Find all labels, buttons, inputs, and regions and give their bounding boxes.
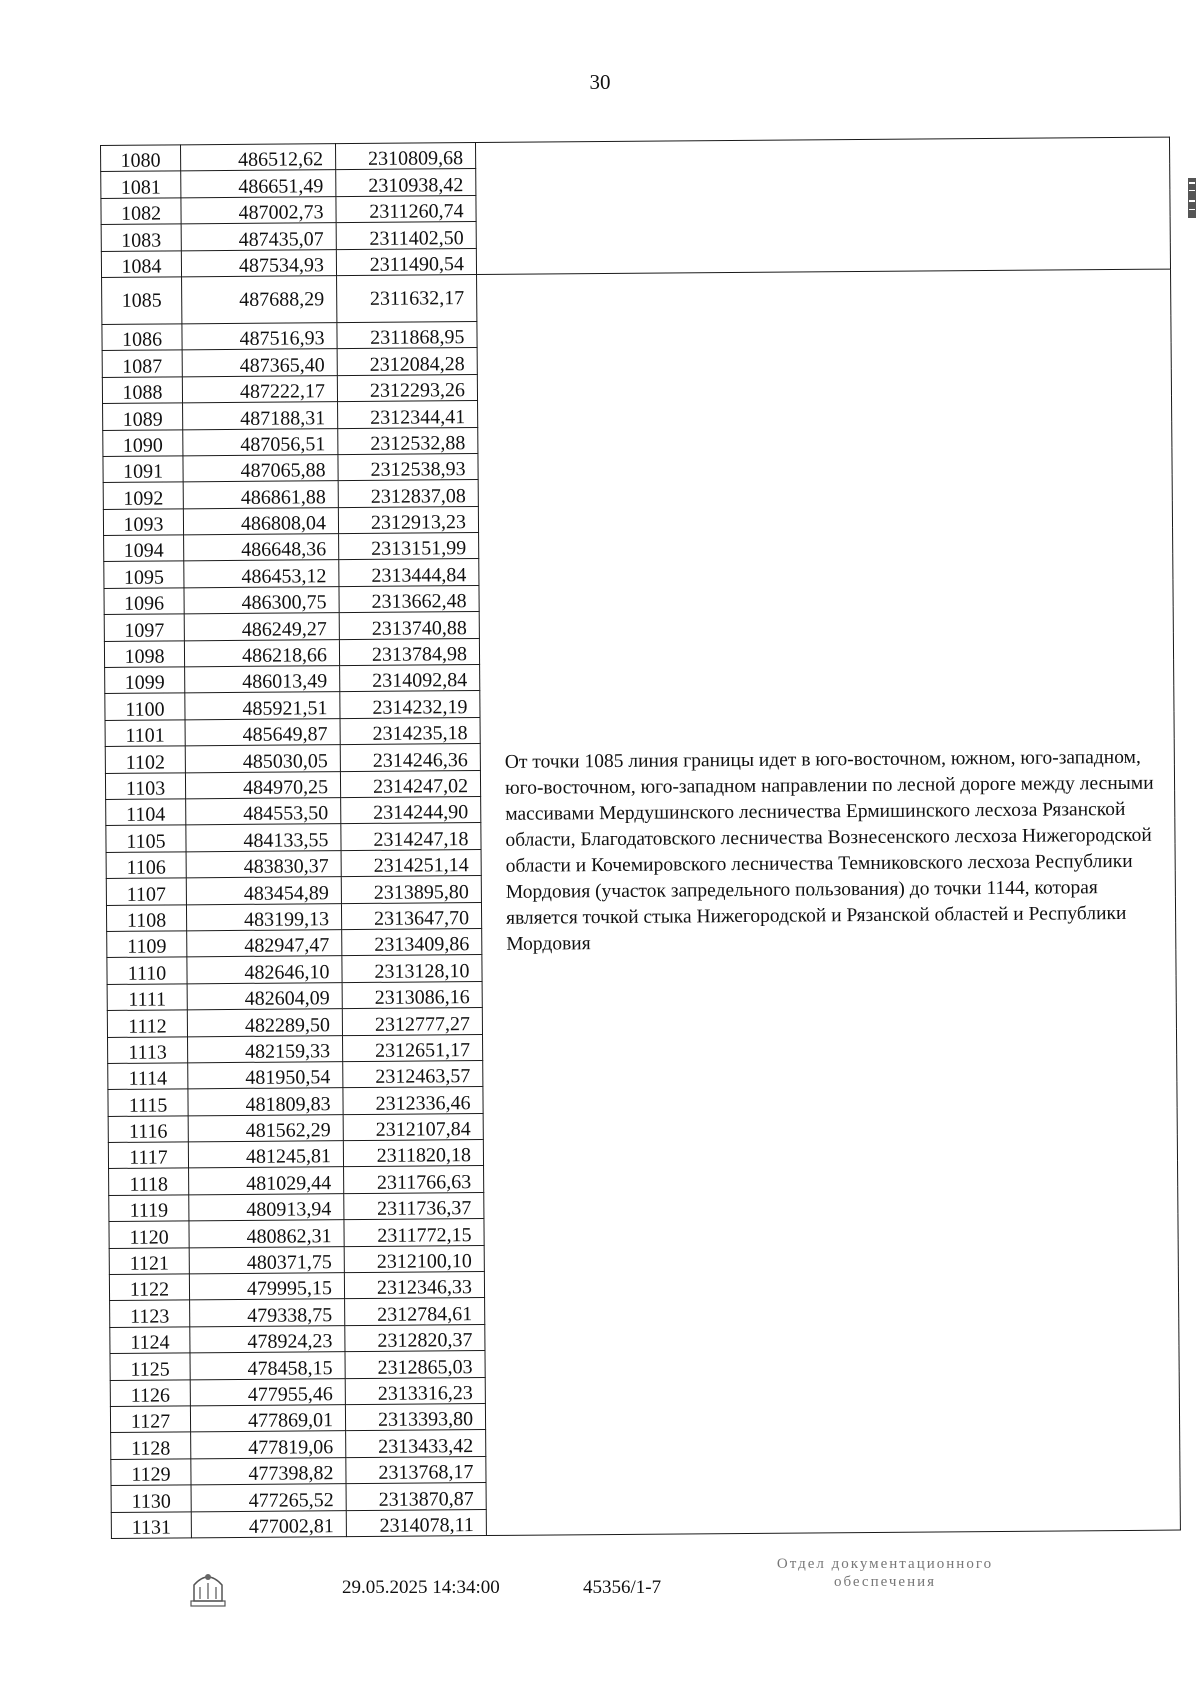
point-number-cell: 1121 [109, 1247, 189, 1274]
x-coordinate-cell: 478924,23 [190, 1325, 345, 1353]
point-number-cell: 1102 [105, 746, 185, 773]
emblem-logo [188, 1565, 228, 1609]
y-coordinate-cell: 2312538,93 [338, 453, 478, 480]
x-coordinate-cell: 478458,15 [190, 1352, 345, 1380]
point-number-cell: 1113 [108, 1036, 188, 1063]
x-coordinate-cell: 484133,55 [186, 824, 341, 852]
x-coordinate-cell: 485649,87 [185, 718, 340, 746]
x-coordinate-cell: 487002,73 [181, 196, 336, 224]
y-coordinate-cell: 2313895,80 [341, 876, 481, 903]
y-coordinate-cell: 2313444,84 [339, 559, 479, 586]
y-coordinate-cell: 2312293,26 [337, 374, 477, 401]
x-coordinate-cell: 486013,49 [185, 666, 340, 694]
x-coordinate-cell: 486651,49 [181, 170, 336, 198]
point-number-cell: 1107 [106, 878, 186, 905]
y-coordinate-cell: 2314247,18 [341, 823, 481, 850]
y-coordinate-cell: 2313784,98 [339, 638, 479, 665]
x-coordinate-cell: 487188,31 [183, 402, 338, 430]
point-number-cell: 1080 [101, 145, 181, 172]
department-stamp [740, 1555, 1030, 1591]
y-coordinate-cell: 2314092,84 [340, 665, 480, 692]
x-coordinate-cell: 486453,12 [184, 560, 339, 588]
y-coordinate-cell: 2314235,18 [340, 717, 480, 744]
y-coordinate-cell: 2312100,10 [344, 1245, 484, 1272]
point-number-cell: 1090 [103, 429, 183, 456]
x-coordinate-cell: 481562,29 [188, 1114, 343, 1142]
stamp-line-2: обеспечения [833, 1574, 937, 1590]
x-coordinate-cell: 486808,04 [183, 507, 338, 535]
page-number: 30 [589, 70, 611, 94]
x-coordinate-cell: 481950,54 [188, 1062, 343, 1090]
point-number-cell: 1093 [103, 509, 183, 536]
y-coordinate-cell: 2314246,36 [340, 744, 480, 771]
point-number-cell: 1094 [104, 535, 184, 562]
point-number-cell: 1086 [102, 324, 182, 351]
point-number-cell: 1103 [105, 772, 185, 799]
y-coordinate-cell: 2313433,42 [346, 1430, 486, 1457]
point-number-cell: 1118 [109, 1168, 189, 1195]
y-coordinate-cell: 2313151,99 [339, 533, 479, 560]
point-number-cell: 1083 [101, 224, 181, 251]
y-coordinate-cell: 2312346,33 [344, 1272, 484, 1299]
point-number-cell: 1085 [102, 277, 182, 325]
x-coordinate-cell: 479338,75 [190, 1299, 345, 1327]
y-coordinate-cell: 2314251,14 [341, 849, 481, 876]
point-number-cell: 1101 [105, 720, 185, 747]
x-coordinate-cell: 483199,13 [186, 903, 341, 931]
x-coordinate-cell: 487435,07 [181, 223, 336, 251]
x-coordinate-cell: 484553,50 [186, 798, 341, 826]
x-coordinate-cell: 483454,89 [186, 877, 341, 905]
point-number-cell: 1122 [109, 1274, 189, 1301]
y-coordinate-cell: 2313128,10 [342, 955, 482, 982]
x-coordinate-cell: 485921,51 [185, 692, 340, 720]
x-coordinate-cell: 486300,75 [184, 586, 339, 614]
y-coordinate-cell: 2312336,46 [343, 1087, 483, 1114]
y-coordinate-cell: 2312865,03 [345, 1351, 485, 1378]
table-row [102, 269, 1171, 324]
scan-edge-mark [1188, 178, 1196, 218]
x-coordinate-cell: 480862,31 [189, 1220, 344, 1248]
point-number-cell: 1082 [101, 198, 181, 225]
point-number-cell: 1089 [103, 403, 183, 430]
y-coordinate-cell: 2314232,19 [340, 691, 480, 718]
point-number-cell: 1108 [106, 904, 186, 931]
x-coordinate-cell: 486249,27 [184, 613, 339, 641]
point-number-cell: 1105 [106, 825, 186, 852]
point-number-cell: 1127 [110, 1406, 190, 1433]
footer-datetime: 29.05.2025 14:34:00 [342, 1577, 500, 1598]
x-coordinate-cell: 487222,17 [182, 375, 337, 403]
point-number-cell: 1099 [105, 667, 185, 694]
y-coordinate-cell: 2311868,95 [337, 321, 477, 348]
x-coordinate-cell: 477819,06 [191, 1431, 346, 1459]
boundary-description: От точки 1085 линия границы идет в юго-восточном, южном, юго-западном, юго-восточном, юго-западном направлении по лесной дороге между лесными массивами Мердушинского лесничества Ермишинского лесхоза Рязанской области, Благодатовского лесничества Вознесенского лесхоза Нижегородской области и Кочемировского лесничества Темниковского лесхоза Республики Мордовия (участок запредельного пользования) до точки 1144, которая является точкой стыка Нижегородской и Рязанской областей и Республики Мордовия [477, 269, 1181, 1535]
y-coordinate-cell: 2312651,17 [342, 1034, 482, 1061]
y-coordinate-cell: 2314244,90 [341, 797, 481, 824]
x-coordinate-cell: 487534,93 [181, 249, 336, 277]
y-coordinate-cell: 2313316,23 [345, 1377, 485, 1404]
point-number-cell: 1126 [110, 1379, 190, 1406]
x-coordinate-cell: 477398,82 [191, 1457, 346, 1485]
point-number-cell: 1106 [106, 852, 186, 879]
x-coordinate-cell: 482289,50 [187, 1009, 342, 1037]
y-coordinate-cell: 2310938,42 [336, 169, 476, 196]
empty-description-cell [475, 137, 1170, 274]
point-number-cell: 1084 [101, 250, 181, 277]
point-number-cell: 1088 [102, 377, 182, 404]
x-coordinate-cell: 482604,09 [187, 982, 342, 1010]
y-coordinate-cell: 2312913,23 [338, 506, 478, 533]
y-coordinate-cell: 2311490,54 [336, 248, 476, 275]
x-coordinate-cell: 477955,46 [190, 1378, 345, 1406]
x-coordinate-cell: 480913,94 [189, 1193, 344, 1221]
y-coordinate-cell: 2312463,57 [343, 1060, 483, 1087]
y-coordinate-cell: 2311260,74 [336, 195, 476, 222]
x-coordinate-cell: 486861,88 [183, 481, 338, 509]
x-coordinate-cell: 487516,93 [182, 323, 337, 351]
point-number-cell: 1096 [104, 588, 184, 615]
point-number-cell: 1128 [111, 1432, 191, 1459]
x-coordinate-cell: 482947,47 [187, 930, 342, 958]
y-coordinate-cell: 2312837,08 [338, 480, 478, 507]
x-coordinate-cell: 487688,29 [182, 276, 337, 324]
x-coordinate-cell: 486648,36 [184, 534, 339, 562]
footer-doc-number: 45356/1-7 [583, 1577, 662, 1598]
point-number-cell: 1112 [107, 1010, 187, 1037]
point-number-cell: 1115 [108, 1089, 188, 1116]
y-coordinate-cell: 2311402,50 [336, 222, 476, 249]
point-number-cell: 1125 [110, 1353, 190, 1380]
point-number-cell: 1091 [103, 456, 183, 483]
point-number-cell: 1129 [111, 1459, 191, 1486]
point-number-cell: 1116 [108, 1116, 188, 1143]
point-number-cell: 1097 [104, 614, 184, 641]
point-number-cell: 1110 [107, 957, 187, 984]
x-coordinate-cell: 487365,40 [182, 349, 337, 377]
table-row [101, 137, 1170, 172]
y-coordinate-cell: 2313768,17 [346, 1456, 486, 1483]
y-coordinate-cell: 2312107,84 [343, 1113, 483, 1140]
x-coordinate-cell: 487065,88 [183, 455, 338, 483]
point-number-cell: 1095 [104, 561, 184, 588]
y-coordinate-cell: 2312784,61 [345, 1298, 485, 1325]
x-coordinate-cell: 487056,51 [183, 428, 338, 456]
point-number-cell: 1120 [109, 1221, 189, 1248]
y-coordinate-cell: 2312532,88 [338, 427, 478, 454]
x-coordinate-cell: 481245,81 [188, 1141, 343, 1169]
point-number-cell: 1131 [111, 1511, 191, 1538]
point-number-cell: 1098 [104, 640, 184, 667]
y-coordinate-cell: 2313086,16 [342, 981, 482, 1008]
y-coordinate-cell: 2312820,37 [345, 1324, 485, 1351]
point-number-cell: 1104 [106, 799, 186, 826]
x-coordinate-cell: 477265,52 [191, 1484, 346, 1512]
y-coordinate-cell: 2310809,68 [335, 143, 475, 170]
coordinates-table [100, 137, 1181, 1539]
x-coordinate-cell: 483830,37 [186, 850, 341, 878]
x-coordinate-cell: 481029,44 [189, 1167, 344, 1195]
point-number-cell: 1119 [109, 1195, 189, 1222]
point-number-cell: 1111 [107, 984, 187, 1011]
point-number-cell: 1092 [103, 482, 183, 509]
y-coordinate-cell: 2313870,87 [346, 1483, 486, 1510]
x-coordinate-cell: 480371,75 [189, 1246, 344, 1274]
y-coordinate-cell: 2312344,41 [338, 401, 478, 428]
x-coordinate-cell: 477002,81 [191, 1510, 346, 1538]
x-coordinate-cell: 482646,10 [187, 956, 342, 984]
x-coordinate-cell: 477869,01 [190, 1405, 345, 1433]
y-coordinate-cell: 2312777,27 [342, 1008, 482, 1035]
point-number-cell: 1130 [111, 1485, 191, 1512]
point-number-cell: 1114 [108, 1063, 188, 1090]
x-coordinate-cell: 486512,62 [181, 144, 336, 172]
point-number-cell: 1109 [107, 931, 187, 958]
y-coordinate-cell: 2313740,88 [339, 612, 479, 639]
y-coordinate-cell: 2314247,02 [340, 770, 480, 797]
y-coordinate-cell: 2311632,17 [337, 274, 477, 322]
stamp-line-1: Отдел документационного [776, 1556, 994, 1572]
x-coordinate-cell: 479995,15 [189, 1273, 344, 1301]
point-number-cell: 1087 [102, 350, 182, 377]
y-coordinate-cell: 2313409,86 [342, 928, 482, 955]
point-number-cell: 1100 [105, 693, 185, 720]
y-coordinate-cell: 2312084,28 [337, 348, 477, 375]
x-coordinate-cell: 481809,83 [188, 1088, 343, 1116]
x-coordinate-cell: 484970,25 [185, 771, 340, 799]
y-coordinate-cell: 2311820,18 [343, 1140, 483, 1167]
y-coordinate-cell: 2313647,70 [341, 902, 481, 929]
y-coordinate-cell: 2314078,11 [346, 1509, 486, 1536]
point-number-cell: 1124 [110, 1327, 190, 1354]
y-coordinate-cell: 2311766,63 [344, 1166, 484, 1193]
y-coordinate-cell: 2313393,80 [345, 1403, 485, 1430]
point-number-cell: 1117 [108, 1142, 188, 1169]
point-number-cell: 1081 [101, 171, 181, 198]
x-coordinate-cell: 485030,05 [185, 745, 340, 773]
point-number-cell: 1123 [110, 1300, 190, 1327]
x-coordinate-cell: 482159,33 [188, 1035, 343, 1063]
y-coordinate-cell: 2313662,48 [339, 585, 479, 612]
x-coordinate-cell: 486218,66 [184, 639, 339, 667]
y-coordinate-cell: 2311736,37 [344, 1192, 484, 1219]
y-coordinate-cell: 2311772,15 [344, 1219, 484, 1246]
